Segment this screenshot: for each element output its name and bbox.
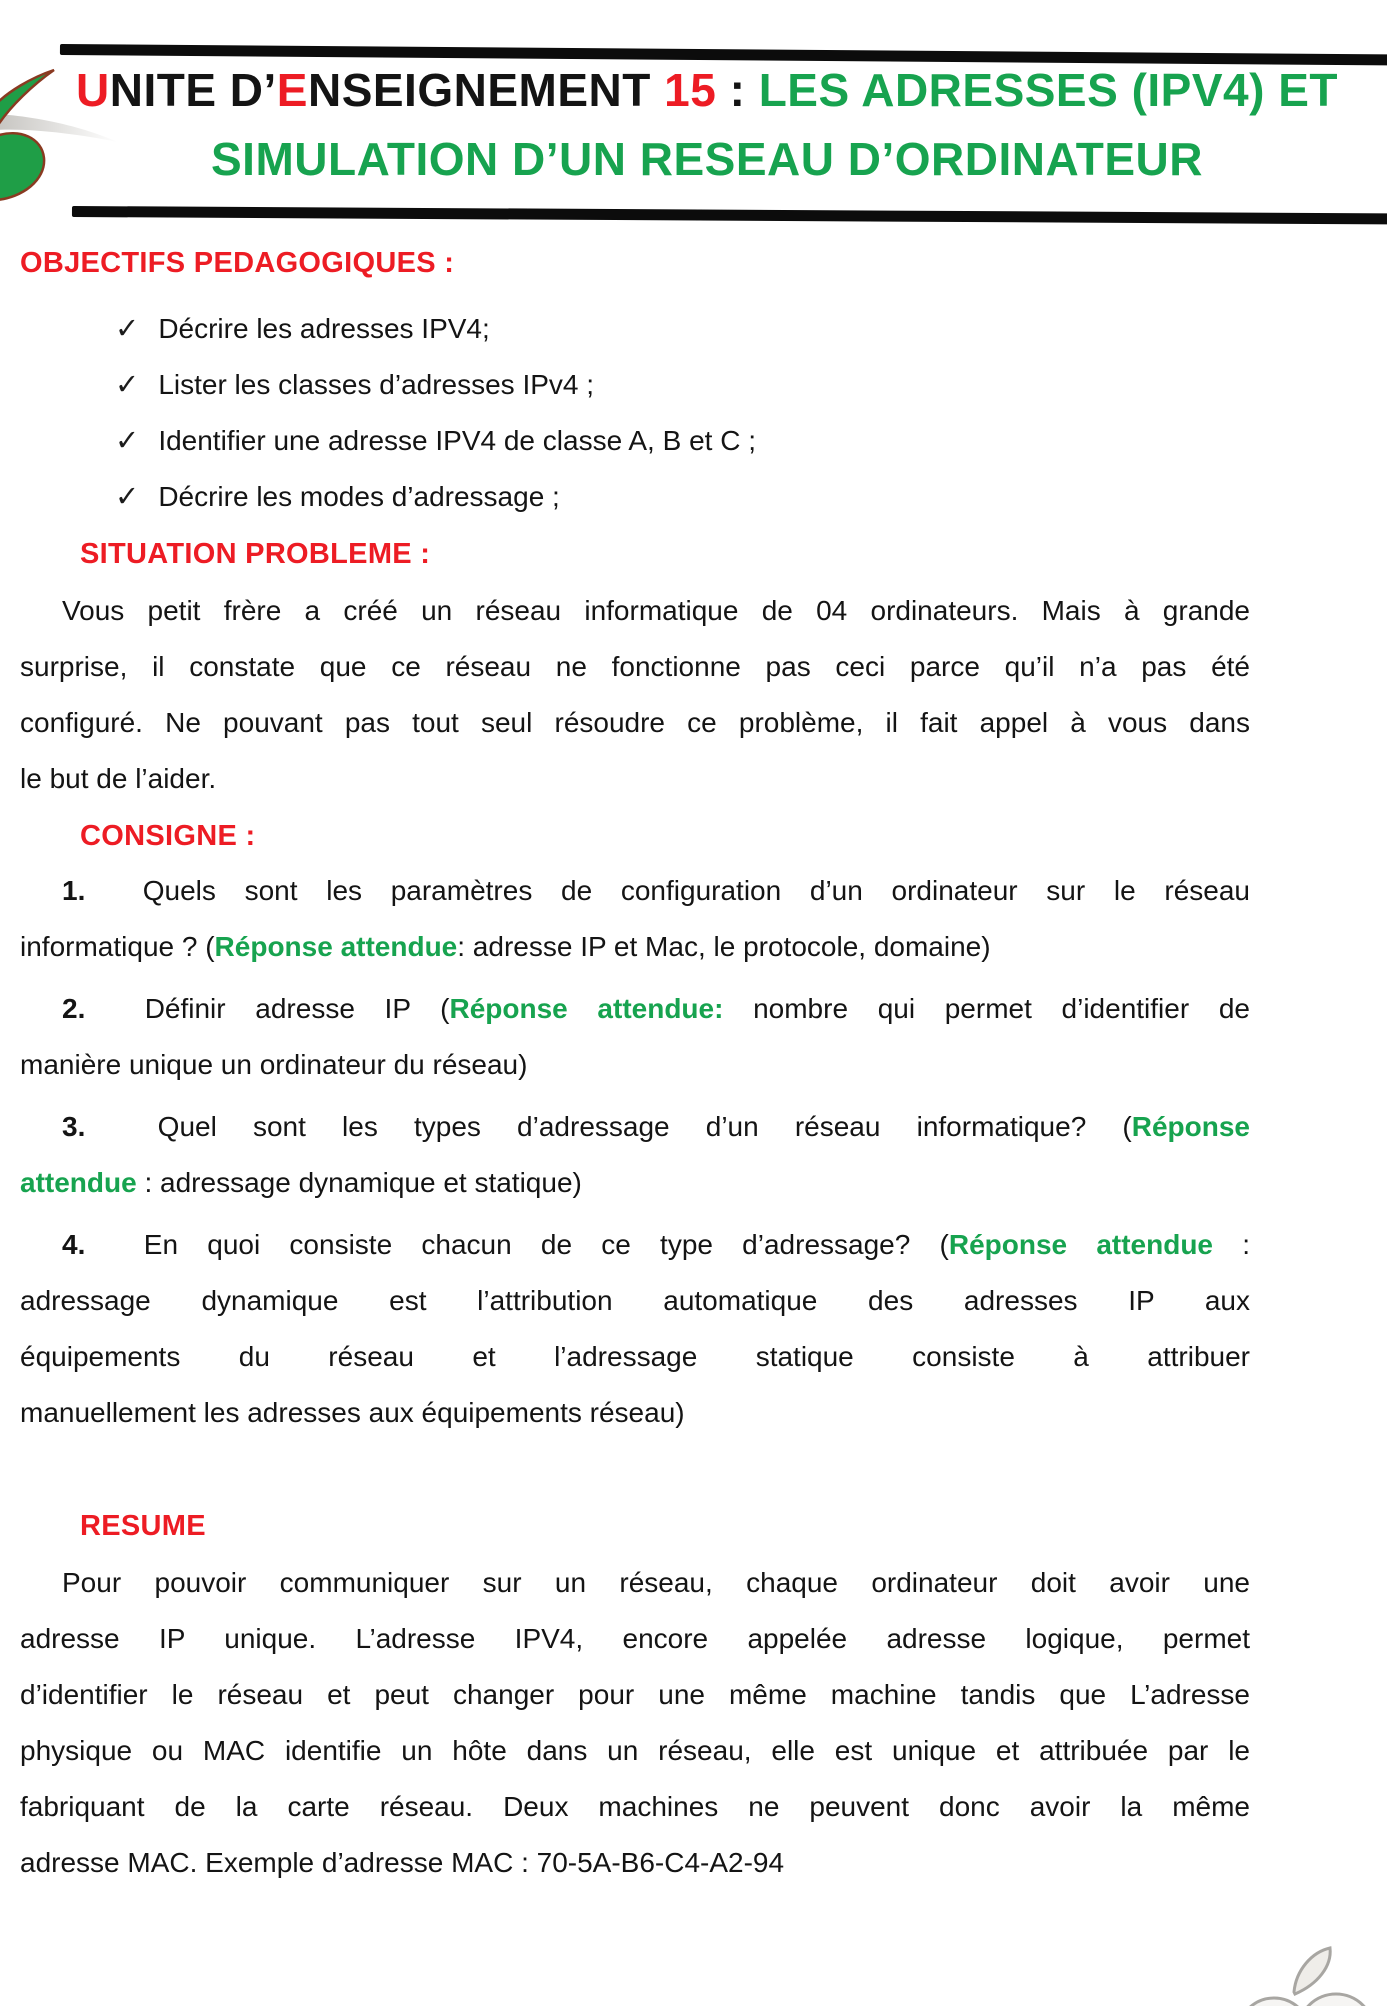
text-line: 4. En quoi consiste chacun de ce type d’adressage? (Réponse attendue : <box>62 1229 1251 1260</box>
document-body <box>20 246 1250 1891</box>
text-line: physique ou MAC identifie un hôte dans un réseau, elle est unique et attribuée par le <box>20 1735 1250 1766</box>
text-line: surprise, il constate que ce réseau ne fonctionne pas ceci parce qu’il n’a pas été <box>20 651 1250 682</box>
text-line: manière unique un ordinateur du réseau) <box>20 1049 528 1080</box>
text-line: d’identifier le réseau et peut changer pour une même machine tandis que L’adresse <box>20 1679 1250 1710</box>
title-line1: UNITE D’ENSEIGNEMENT 15 : LES ADRESSES (IPV4) ET <box>75 64 1338 116</box>
objective-text: Lister les classes d’adresses IPv4 ; <box>158 369 595 400</box>
objective-item <box>115 413 1250 469</box>
check-icon: ✓ <box>115 369 140 401</box>
situation-heading: SITUATION PROBLEME : <box>80 538 431 570</box>
objective-item <box>115 357 1250 413</box>
objective-text: Décrire les adresses IPV4; <box>158 313 490 344</box>
text-line: 1. Quels sont les paramètres de configuration d’un ordinateur sur le réseau <box>62 875 1250 906</box>
text-line: adresse MAC. Exemple d’adresse MAC : 70-5A-B6-C4-A2-94 <box>20 1847 785 1878</box>
text-line: équipements du réseau et l’adressage statique consiste à attribuer <box>20 1341 1250 1372</box>
consigne-item-4 <box>20 1217 1250 1441</box>
text-line: le but de l’aider. <box>20 763 217 794</box>
title-line2: SIMULATION D’UN RESEAU D’ORDINATEUR <box>210 133 1203 185</box>
objectives-list <box>115 301 1250 525</box>
consigne-item-2 <box>20 981 1250 1093</box>
objective-text: Décrire les modes d’adressage ; <box>158 481 560 512</box>
text-line: 3. Quel sont les types d’adressage d’un réseau informatique? (Réponse <box>62 1111 1250 1142</box>
text-line: fabriquant de la carte réseau. Deux machines ne peuvent donc avoir la même <box>20 1791 1250 1822</box>
title-rule-bottom <box>72 206 1387 224</box>
text-line: manuellement les adresses aux équipements réseau) <box>20 1397 685 1428</box>
text-line: 2. Définir adresse IP (Réponse attendue: nombre qui permet d’identifier de <box>62 993 1250 1024</box>
unit-title <box>42 56 1372 194</box>
objective-item <box>115 469 1250 525</box>
text-line: configuré. Ne pouvant pas tout seul résoudre ce problème, il fait appel à vous dans <box>20 707 1250 738</box>
text-line: attendue : adressage dynamique et statique) <box>20 1167 582 1198</box>
text-line: Pour pouvoir communiquer sur un réseau, chaque ordinateur doit avoir une <box>62 1567 1250 1598</box>
objective-text: Identifier une adresse IPV4 de classe A, B et C ; <box>158 425 756 456</box>
consigne-heading: CONSIGNE : <box>80 820 256 852</box>
check-icon: ✓ <box>115 313 140 345</box>
objectives-heading: OBJECTIFS PEDAGOGIQUES : <box>20 247 455 279</box>
consigne-item-3 <box>20 1099 1250 1211</box>
check-icon: ✓ <box>115 481 140 513</box>
objective-item <box>115 301 1250 357</box>
check-icon: ✓ <box>115 425 140 457</box>
leaf-watermark-icon <box>1232 1944 1382 2006</box>
consigne-item-1 <box>20 863 1250 975</box>
text-line: informatique ? (Réponse attendue: adresse IP et Mac, le protocole, domaine) <box>20 931 991 962</box>
resume-paragraph <box>20 1555 1250 1891</box>
text-line: adresse IP unique. L’adresse IPV4, encore appelée adresse logique, permet <box>20 1623 1250 1654</box>
text-line: Vous petit frère a créé un réseau informatique de 04 ordinateurs. Mais à grande <box>62 595 1250 626</box>
text-line: adressage dynamique est l’attribution automatique des adresses IP aux <box>20 1285 1250 1316</box>
resume-heading: RESUME <box>80 1510 206 1542</box>
situation-paragraph <box>20 583 1250 807</box>
